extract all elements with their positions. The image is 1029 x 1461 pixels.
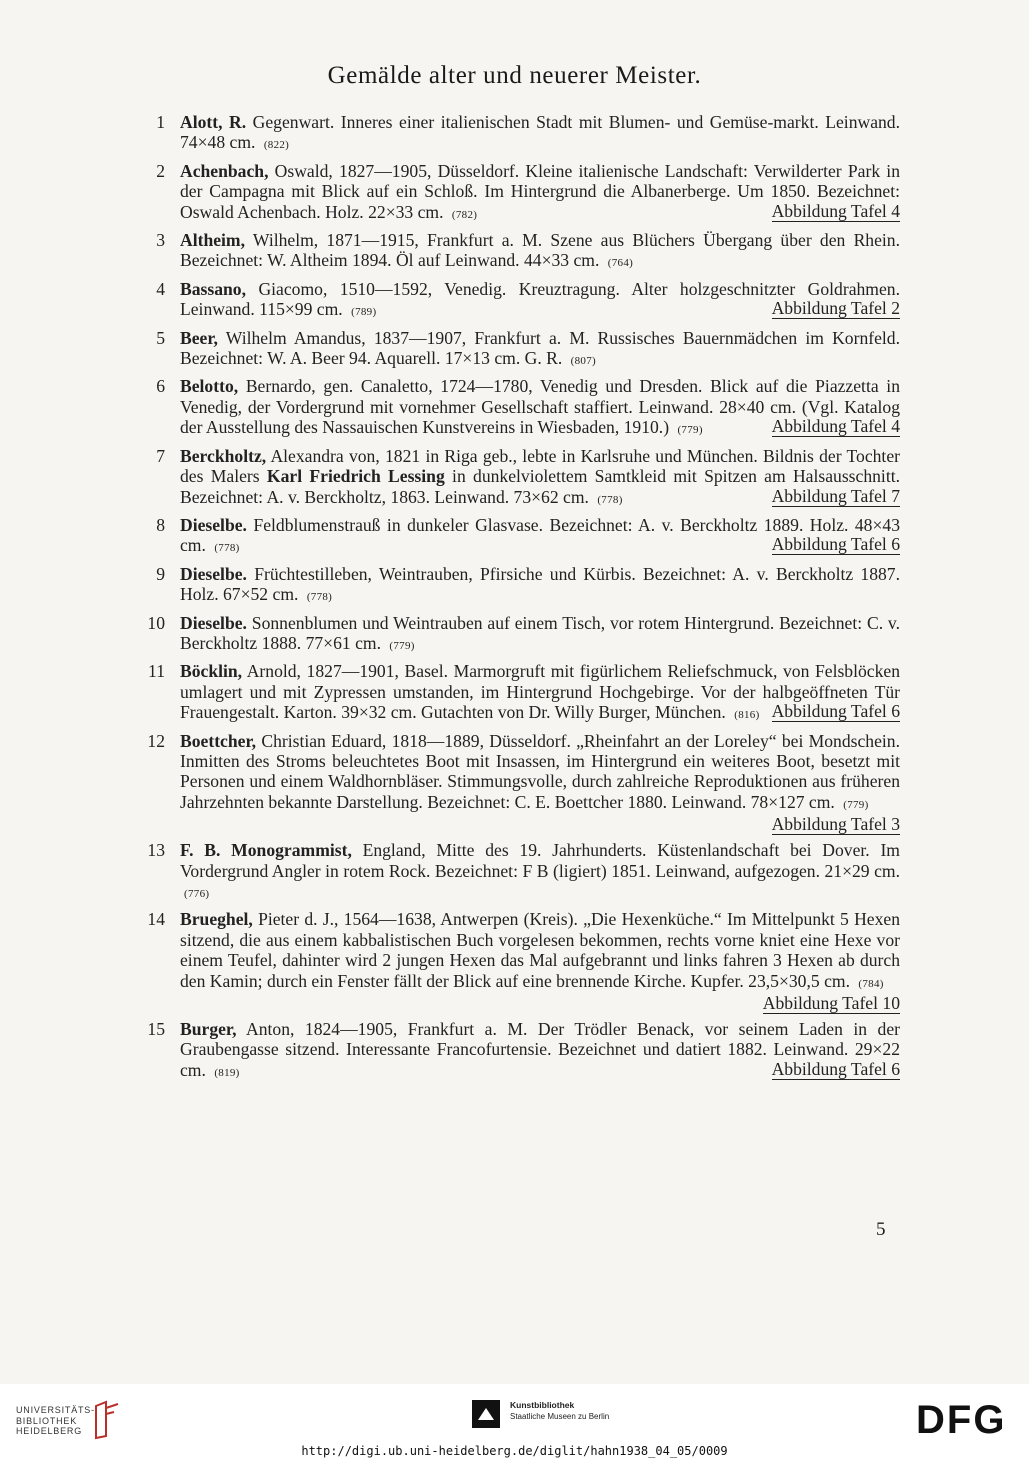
entry-text <box>180 564 900 608</box>
plate-reference: Abbildung Tafel 4 <box>771 416 900 437</box>
catalog-entry <box>140 661 900 725</box>
source-url[interactable]: http://digi.ub.uni-heidelberg.de/diglit/hahn1938_04_05/0009 <box>301 1444 728 1458</box>
kunstbibliothek-subtitle: Staatliche Museen zu Berlin <box>510 1412 610 1421</box>
plate-reference: Abbildung Tafel 4 <box>771 200 900 221</box>
university-line: HEIDELBERG <box>16 1426 83 1436</box>
page-title: Gemälde alter und neuerer Meister. <box>327 62 702 89</box>
entry-author: Achenbach, <box>180 160 269 181</box>
plate-reference: Abbildung Tafel 3 <box>771 814 900 835</box>
kunstbibliothek-title: Kunstbibliothek <box>510 1400 575 1410</box>
entry-text <box>180 661 900 725</box>
entry-number: 7 <box>156 445 165 466</box>
entry-text <box>180 328 900 372</box>
entry-text <box>180 230 900 274</box>
entry-number: 6 <box>156 376 165 397</box>
inventory-ref: (778) <box>214 542 240 555</box>
plate-reference: Abbildung Tafel 2 <box>771 298 900 319</box>
entry-text <box>180 161 900 225</box>
entry-text <box>180 840 900 904</box>
entry-author: Dieselbe. <box>180 563 247 584</box>
entry-author: Bassano, <box>180 278 247 299</box>
university-library-label[interactable] <box>16 1405 95 1437</box>
inventory-ref: (776) <box>184 888 210 900</box>
entry-description: Sonnenblumen und Weintrauben auf einem Tisch, vor rotem Hintergrund. Bezeichnet: C. v. Berckholtz 1888. 77×61 cm. <box>180 612 900 653</box>
plate-reference: Abbildung Tafel 6 <box>771 701 900 722</box>
inventory-ref: (782) <box>451 208 478 221</box>
plate-reference: Abbildung Tafel 7 <box>771 485 900 506</box>
catalog-entry <box>140 731 900 836</box>
entry-author: Dieselbe. <box>180 612 247 633</box>
catalog-entry <box>140 230 900 274</box>
emphasized-name: Karl Friedrich Lessing <box>266 466 445 487</box>
plate-reference: Abbildung Tafel 6 <box>771 534 900 555</box>
entry-author: Altheim, <box>180 230 245 251</box>
entry-author: Belotto, <box>180 376 239 397</box>
plate-reference: Abbildung Tafel 6 <box>771 1058 900 1079</box>
catalog-entry <box>140 613 900 657</box>
entry-number: 2 <box>156 160 165 181</box>
entry-description: Feldblumenstrauß in dunkeler Glasvase. Bezeichnet: A. v. Berckholtz 1889. Holz. 48×43 cm. <box>180 514 900 556</box>
entry-description: Früchtestilleben, Weintrauben, Pfirsiche und Kürbis. Bezeichnet: A. v. Berckholtz 1887. Holz. 67×52 cm. <box>180 563 900 605</box>
university-logo-icon[interactable] <box>92 1400 124 1440</box>
kunstbibliothek-logo-icon[interactable] <box>472 1400 500 1428</box>
entry-number: 14 <box>147 909 165 930</box>
entry-author: Alott, R. <box>180 112 247 132</box>
inventory-ref: (779) <box>677 424 703 437</box>
plate-reference: Abbildung Tafel 10 <box>762 993 900 1014</box>
catalog-entry <box>140 840 900 904</box>
entry-number: 15 <box>147 1019 165 1040</box>
entry-number: 3 <box>156 230 165 251</box>
inventory-ref: (822) <box>263 139 290 152</box>
entry-description: England, Mitte des 19. Jahrhunderts. Küstenlandschaft bei Dover. Im Vordergrund Angler in rotem Rock. Bezeichnet: F B (ligiert) 1851. Leinwand, aufgezogen. 21×29 cm. <box>180 840 900 881</box>
entry-author: F. B. Monogrammist, <box>180 840 352 861</box>
inventory-ref: (816) <box>734 709 760 722</box>
catalog-entry <box>140 279 900 323</box>
entry-text <box>180 446 900 510</box>
entry-number: 13 <box>147 840 165 861</box>
university-line: BIBLIOTHEK <box>16 1415 78 1426</box>
entry-description: Alexandra von, 1821 in Riga geb., lebte in Karlsruhe und München. Bildnis der Tochter des Malers <box>180 445 900 487</box>
entry-author: Burger, <box>180 1019 237 1040</box>
kunstbibliothek-label <box>510 1400 609 1422</box>
entry-number: 11 <box>148 661 165 682</box>
dfg-logo[interactable]: DFG <box>916 1398 1007 1442</box>
entry-number: 4 <box>156 278 165 299</box>
entry-description: Oswald, 1827—1905, Düsseldorf. Kleine italienische Landschaft: Verwilderter Park in der Campagna mit Blick auf ein Schloß. Im Hintergrund die Albanerberge. Um 1850. Bezeichnet: Oswald Achenbach. Holz. 22×33 cm. <box>180 160 900 222</box>
inventory-ref: (778) <box>597 493 623 506</box>
entry-number: 5 <box>156 327 165 348</box>
catalog-entry <box>140 161 900 225</box>
entry-text <box>180 909 900 1014</box>
entry-number: 9 <box>156 563 165 584</box>
entry-number: 10 <box>147 612 165 633</box>
inventory-ref: (764) <box>607 257 634 270</box>
entry-description: Wilhelm Amandus, 1837—1907, Frankfurt a. M. Russisches Bauernmädchen im Kornfeld. Bezeichnet: W. A. Beer 94. Aquarell. 17×13 cm. G. R. <box>180 327 900 369</box>
catalog-entry <box>140 328 900 372</box>
inventory-ref: (778) <box>306 591 333 604</box>
entry-number: 12 <box>147 730 165 751</box>
catalog-entries <box>140 112 900 1088</box>
university-line: UNIVERSITÄTS- <box>16 1405 95 1415</box>
entry-author: Dieselbe. <box>180 514 247 535</box>
entry-text <box>180 731 900 836</box>
inventory-ref: (807) <box>570 355 596 368</box>
entry-author: Brueghel, <box>180 909 253 930</box>
catalog-entry <box>140 112 900 156</box>
entry-description: Bernardo, gen. Canaletto, 1724—1780, Venedig und Dresden. Blick auf die Piazzetta in Venedig, der Vordergrund mit vornehmer Gesellschaft staffiert. Leinwand. 28×40 cm. (Vgl. Katalog der Ausstellung des Nassauischen Kunstvereins in Wiesbaden, 1910.) <box>180 376 900 438</box>
catalog-entry <box>140 564 900 608</box>
catalog-entry <box>140 376 900 440</box>
inventory-ref: (779) <box>843 798 869 811</box>
entry-number: 8 <box>156 514 165 535</box>
inventory-ref: (779) <box>389 639 415 652</box>
inventory-ref: (789) <box>351 306 377 319</box>
entry-text <box>180 279 900 323</box>
page-number: 5 <box>876 1219 886 1240</box>
entry-text <box>180 112 900 156</box>
entry-author: Berckholtz, <box>180 445 267 466</box>
entry-description: in dunkelviolettem Samtkleid mit Spitzen am Halsausschnitt. Bezeichnet: A. v. Berckholtz, 1863. Leinwand. 73×62 cm. <box>180 466 900 507</box>
entry-author: Boettcher, <box>180 730 257 751</box>
catalog-entry <box>140 515 900 559</box>
catalog-entry <box>140 909 900 1014</box>
entry-description: Giacomo, 1510—1592, Venedig. Kreuztragung. Alter holzgeschnitzter Goldrahmen. Leinwand. 115×99 cm. <box>180 278 900 320</box>
inventory-ref: (784) <box>858 977 884 990</box>
catalog-entry <box>140 446 900 510</box>
entry-description: Anton, 1824—1905, Frankfurt a. M. Der Trödler Benack, vor seinem Laden in der Graubengasse sitzend. Interessante Francofurtensie. Bezeichnet und datiert 1882. Leinwand. 29×22 cm. <box>180 1019 900 1080</box>
entry-description: Wilhelm, 1871—1915, Frankfurt a. M. Szene aus Blüchers Übergang über den Rhein. Bezeichnet: W. Altheim 1894. Öl auf Leinwand. 44×33 cm. <box>180 230 900 271</box>
entry-description: Gegenwart. Inneres einer italienischen Stadt mit Blumen- und Gemüse-markt. Leinwand. 74×48 cm. <box>180 112 901 153</box>
entry-description: Christian Eduard, 1818—1889, Düsseldorf. „Rheinfahrt an der Loreley“ bei Mondschein. Inmitten des Stroms beleuchtetes Boot mit Insassen, im Hintergrund ein weiteres Boot, besetzt mit Personen und einem Waldhornbläser. Stimmungsvolle, durch zahlreiche Reproduktionen aus früheren Jahrzehnten bekannte Darstellung. Bezeichnet: C. E. Boettcher 1880. Leinwand. 78×127 cm. <box>180 730 900 812</box>
entry-number: 1 <box>156 112 165 132</box>
entry-text <box>180 1019 900 1083</box>
inventory-ref: (819) <box>214 1066 240 1079</box>
entry-author: Beer, <box>180 327 218 348</box>
entry-text <box>180 613 900 657</box>
entry-description: Pieter d. J., 1564—1638, Antwerpen (Kreis). „Die Hexenküche.“ Im Mittelpunkt 5 Hexen sitzend, die aus einem kabbalistischen Buch vorgelesen bekommen, rechts vorne kniet eine Hexe vor einem Teufel, dahinter wird 2 jungen Hexen das Mal aufgebrannt und links fahren 3 Hexen ab durch den Kamin; durch ein Fenster fällt der Blick auf eine brennende Kirche. Kupfer. 23,5×30,5 cm. <box>180 909 900 991</box>
catalog-entry <box>140 1019 900 1083</box>
entry-description: Arnold, 1827—1901, Basel. Marmorgruft mit figürlichem Reliefschmuck, von Felsblöcken umlagert und mit Zypressen umstanden, im Hintergrund Hochgebirge. Vor der halbgeöffneten Tür Frauengestalt. Karton. 39×32 cm. Gutachten von Dr. Willy Burger, München. <box>180 661 900 723</box>
entry-text <box>180 376 900 440</box>
entry-text <box>180 515 900 559</box>
entry-author: Böcklin, <box>180 661 243 682</box>
